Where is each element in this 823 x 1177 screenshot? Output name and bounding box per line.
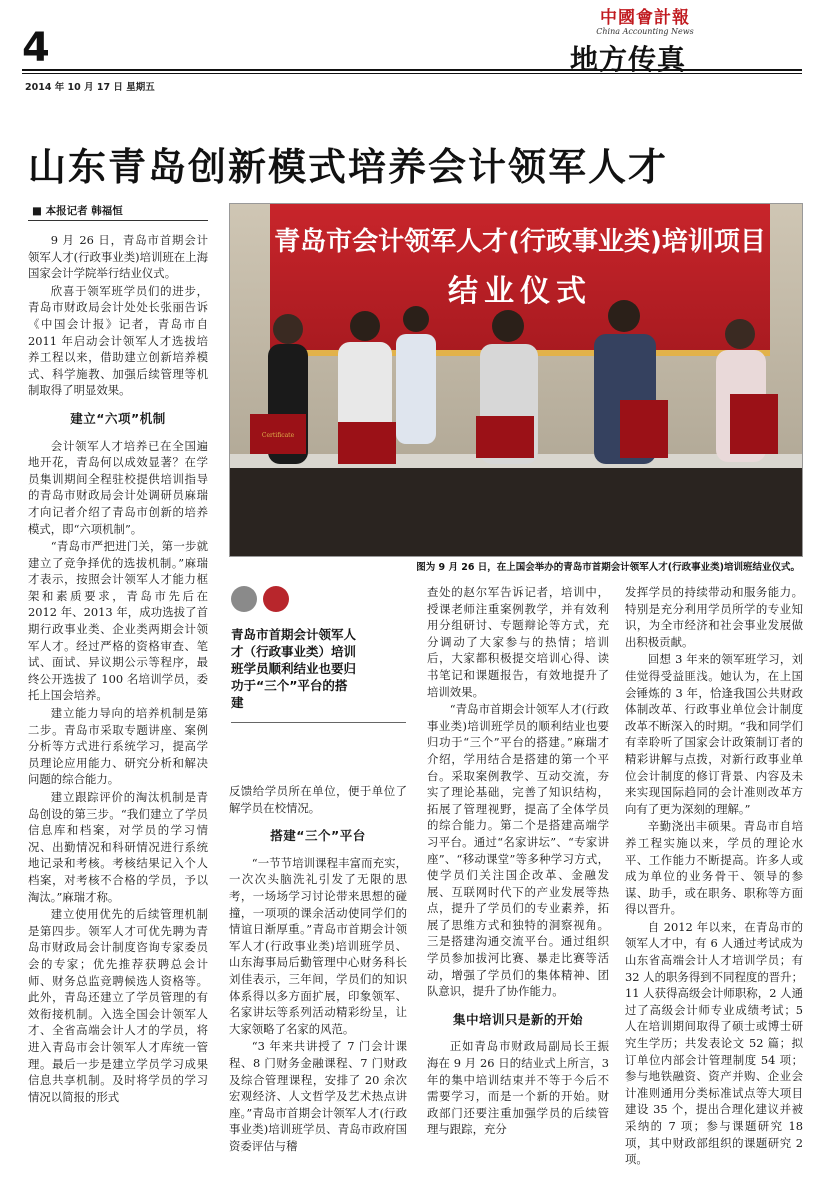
photo-caption: 图为 9 月 26 日，在上国会举办的青岛市首期会计领军人才(行政事业类)培训班结业仪式。 <box>416 562 800 573</box>
paragraph: 会计领军人才培养已在全国遍地开花，青岛何以成效显著？在学员集训期间全程驻校提供培训指导的青岛市财政局会计处调研员麻瑞才向记者介绍了青岛市创新的培养模式，即“六项机制”。 <box>28 438 208 536</box>
page-number: 4 <box>22 25 50 71</box>
paragraph: “一节节培训课程丰富而充实，一次次头脑洗礼引发了无限的思考，一场场学习讨论带来思想的碰撞，一项项的课余活动使同学们的情谊日渐厚重。”青岛市首期会计领军人才(行政事业类)培训班学员、山东海事局后勤管理中心财务科长刘佳表示，三年间，学员们的知识体系得以多方面扩展，印象领军、名家讲坛等系列活动精彩纷呈，让大家领略了名家的风范。 <box>229 855 407 1036</box>
paragraph: 回想 3 年来的领军班学习，刘佳觉得受益匪浅。她认为，在上国会锤炼的 3 年，恰逢我国公共财政体制改革、行政事业单位会计制度改革不断深入的时期。“我和同学们有幸聆听了国家会计政策制订者的精彩讲解与点拨，对新行政事业单位会计制度的修订背景、内容及未来实现国际趋同的会计准则改革方向有了更为深刻的理解。” <box>625 652 803 816</box>
article-column-1 <box>28 232 208 1106</box>
article-column-4 <box>625 584 803 1169</box>
byline: ■ 本报记者 韩福恒 <box>32 205 123 217</box>
subhead: 集中培训只是新的开始 <box>452 1011 583 1027</box>
paragraph: 建立能力导向的培养机制是第二步。青岛市采取专题讲座、案例分析等方式进行系统学习，提高学员理论应用能力、研究分析和解决问题的综合能力。 <box>28 706 208 787</box>
article-column-2 <box>229 783 407 1155</box>
subhead: 搭建“三个”平台 <box>270 828 366 844</box>
paragraph: 正如青岛市财政局副局长王振海在 9 月 26 日的结业式上所言，3 年的集中培训结束并不等于今后不需要学习，而是一个新的开始。财政部门还要注重加强学员的后续管理与跟踪，充分 <box>427 1039 609 1137</box>
subhead: 建立“六项”机制 <box>70 410 166 426</box>
pull-quote-ornament <box>231 586 295 616</box>
ceremony-photo <box>229 203 803 557</box>
paragraph: “3 年来共讲授了 7 门会计课程、8 门财务金融课程、7 门财政及综合管理课程，安排了 20 余次宏观经济、人文哲学及艺术热点讲座。”青岛市首期会计领军人才(行政事业类)培训班学员、青岛市政府国资委评估与稽 <box>229 1039 407 1153</box>
paragraph: 9 月 26 日，青岛市首期会计领军人才(行政事业类)培训班在上海国家会计学院举行结业仪式。 <box>28 233 208 281</box>
banner-line-1: 青岛市会计领军人才(行政事业类)培训项目 <box>274 227 766 257</box>
paragraph: 欣喜于领军班学员们的进步，青岛市财政局会计处处长张丽告诉《中国会计报》记者，青岛市自 2011 年启动会计领军人才选拔培养工程以来，借助建立创新培养模式、科学施教、加强后续管理等机制取得了明显效果。 <box>28 283 208 398</box>
paragraph-continued: 查处的赵尔军告诉记者，培训中，授课老师注重案例教学，并有效利用分组研讨、专题辩论等方式，充分调动了大家参与的热情；培训后，大家都积极提交培训心得、读书笔记和课题报告，有效地提升了培训效果。 <box>427 585 609 699</box>
byline-rule <box>28 220 208 221</box>
grey-dot <box>231 586 257 612</box>
paragraph: “青岛市严把进门关，第一步就建立了竞争择优的选拔机制。”麻瑞才表示，按照会计领军人才能力框架和素质要求，青岛市先后在 2012 年、2013 年，成功选拔了首期行政事业类、企业类两期会计领军人才。经过严格的资格审查、笔试、面试、异议期公示等程序，最终公开选拔了 100 名培训学员，委托上国会培养。 <box>28 539 208 703</box>
paragraph-continued: 反馈给学员所在单位，便于单位了解学员在校情况。 <box>229 784 407 815</box>
paragraph: 自 2012 年以来，在青岛市的领军人才中，有 6 人通过考试成为山东省高端会计人才培训学员；有 32 人的职务得到不同程度的晋升；11 人获得高级会计师职称，2 人通过了高级会计师专业成绩考试；5 人在培训期间取得了硕士或博士研究生学历；共发表论文 52 篇；拟订单位内部会计管理制度 54 项；参与地铁融资、资产并购、企业会计准则通用分类标准试点等大项目建设 35 个，提出合理化建议并被采纳的 7 项；参与课题研究 18 项，其中财政部组织的课题研究 2 项。 <box>625 919 803 1167</box>
pull-quote-rule <box>231 722 406 723</box>
article-column-3 <box>427 584 609 1139</box>
article-headline: 山东青岛创新模式培养会计领军人才 <box>28 144 669 189</box>
red-dot <box>263 586 289 612</box>
paragraph: “青岛市首期会计领军人才(行政事业类)培训班学员的顺利结业也要归功于“三个”平台的搭建。”麻瑞才介绍，学用结合是搭建的第一个平台。采取案例教学、互动交流，夯实了理论基础，完善了知识结构，拓展了管理视野，提高了全体学员的综合能力。第二个是搭建高端学习平台。通过“名家讲坛”、“专家讲座”、“移动课堂”等多种学习方式，使学员们关注国企改革、金融发展、互联网时代下的产业发展等热点，提升了学员们的专业素养，拓展了思维方式和独特的洞察视角。三是搭建沟通交流平台。通过组织学员参加拔河比赛、暴走比赛等活动，增强了学员们的集体精神、团队意识，提升了协作能力。 <box>427 702 609 999</box>
header-rule-thin <box>22 73 802 74</box>
banner-line-2: 结业仪式 <box>448 274 592 309</box>
paragraph: 辛勤浇出丰硕果。青岛市自培养工程实施以来，学员的理论水平、工作能力不断提高。许多人或成为单位的业务骨干、领导的参谋、助手，或在职务、职称等方面得以晋升。 <box>625 819 803 917</box>
issue-date: 2014 年 10 月 17 日 星期五 <box>25 82 155 93</box>
section-title: 地方传真 <box>570 43 687 76</box>
paragraph: 建立跟踪评价的淘汰机制是青岛创设的第三步。“我们建立了学员信息库和档案，对学员的学习情况、出勤情况和科研情况进行系统地记录和考核。考核结果记入个人档案，对考核不合格的学员，予以淘汰。”麻瑞才称。 <box>28 790 208 904</box>
ceremony-photo-illustration <box>230 204 803 557</box>
certificate-label: Certificate <box>261 432 295 439</box>
newspaper-logo: 中國會計報 <box>600 8 690 28</box>
newspaper-logo-subtitle: China Accounting News <box>596 27 694 36</box>
header-rule <box>22 69 802 71</box>
pull-quote: 青岛市首期会计领军人才（行政事业类）培训班学员顺利结业也要归功于“三个”平台的搭建 <box>231 627 357 710</box>
paragraph-continued: 发挥学员的持续带动和服务能力。特别是充分利用学员所学的专业知识，为全市经济和社会事业发展做出积极贡献。 <box>625 585 803 649</box>
paragraph: 建立使用优先的后续管理机制是第四步。领军人才可优先聘为青岛市财政局会计制度咨询专家委员会的专家；优先推荐获聘总会计师、财务总监竞聘候选人资格等。此外，青岛还建立了学员管理的有效衔接机制。入选全国会计领军人才、全省高端会计人才的学员，将进入青岛市会计领军人才库统一管理。最后一步是建立学员学习成果信息共享机制。及时将学员的学习情况以简报的形式 <box>28 907 208 1104</box>
